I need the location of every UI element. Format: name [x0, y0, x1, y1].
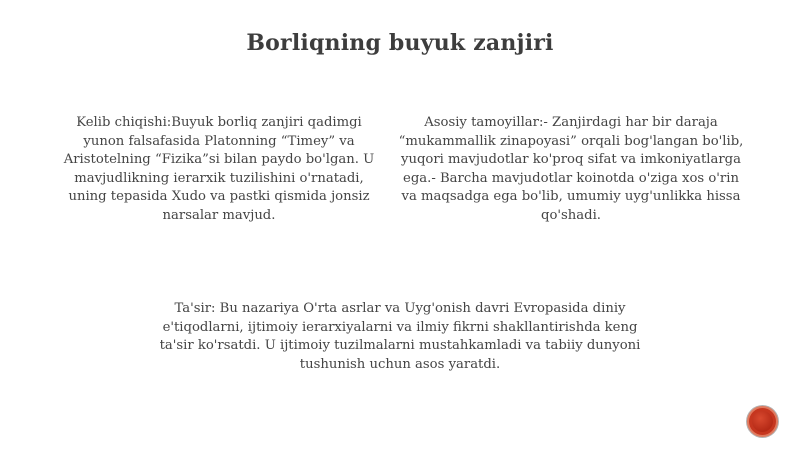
- red-circle-button-icon: [752, 411, 773, 432]
- influence-text-block: Ta'sir: Bu nazariya O'rta asrlar va Uyg'onish davri Evropasida diniy e'tiqodlarni, ijtimoiy ierarxiyalarni va ilmiy fikrni shakllantirishda keng ta'sir ko'rsatdi. U ijtimoiy tuzilmalarni mustahkamladi va tabiiy dunyoni tushunish uchun asos yaratdi.: [159, 301, 641, 372]
- principles-text-block: Asosiy tamoyillar:- Zanjirdagi har bir daraja “mukammallik zinapoyasi” orqali bog'langan bo'lib, yuqori mavjudotlar ko'proq sifat va imkoniyatlarga ega.- Barcha mavjudotlar koinotda o'ziga xos o'rin va maqsadga ega bo'lib, umumiy uyg'unlikka hissa qo'shadi.: [398, 115, 744, 223]
- origin-text-block: Kelib chiqishi:Buyuk borliq zanjiri qadimgi yunon falsafasida Platonning “Timey” va Aristotelning “Fizika”si bilan paydo bo'lgan. U mavjudlikning ierarxik tuzilishini o'rnatadi, uning tepasida Xudo va pastki qismida jonsiz narsalar mavjud.: [63, 115, 375, 223]
- slide-title: Borliqning buyuk zanjiri: [246, 30, 554, 56]
- slide-nav-button[interactable]: [749, 408, 776, 435]
